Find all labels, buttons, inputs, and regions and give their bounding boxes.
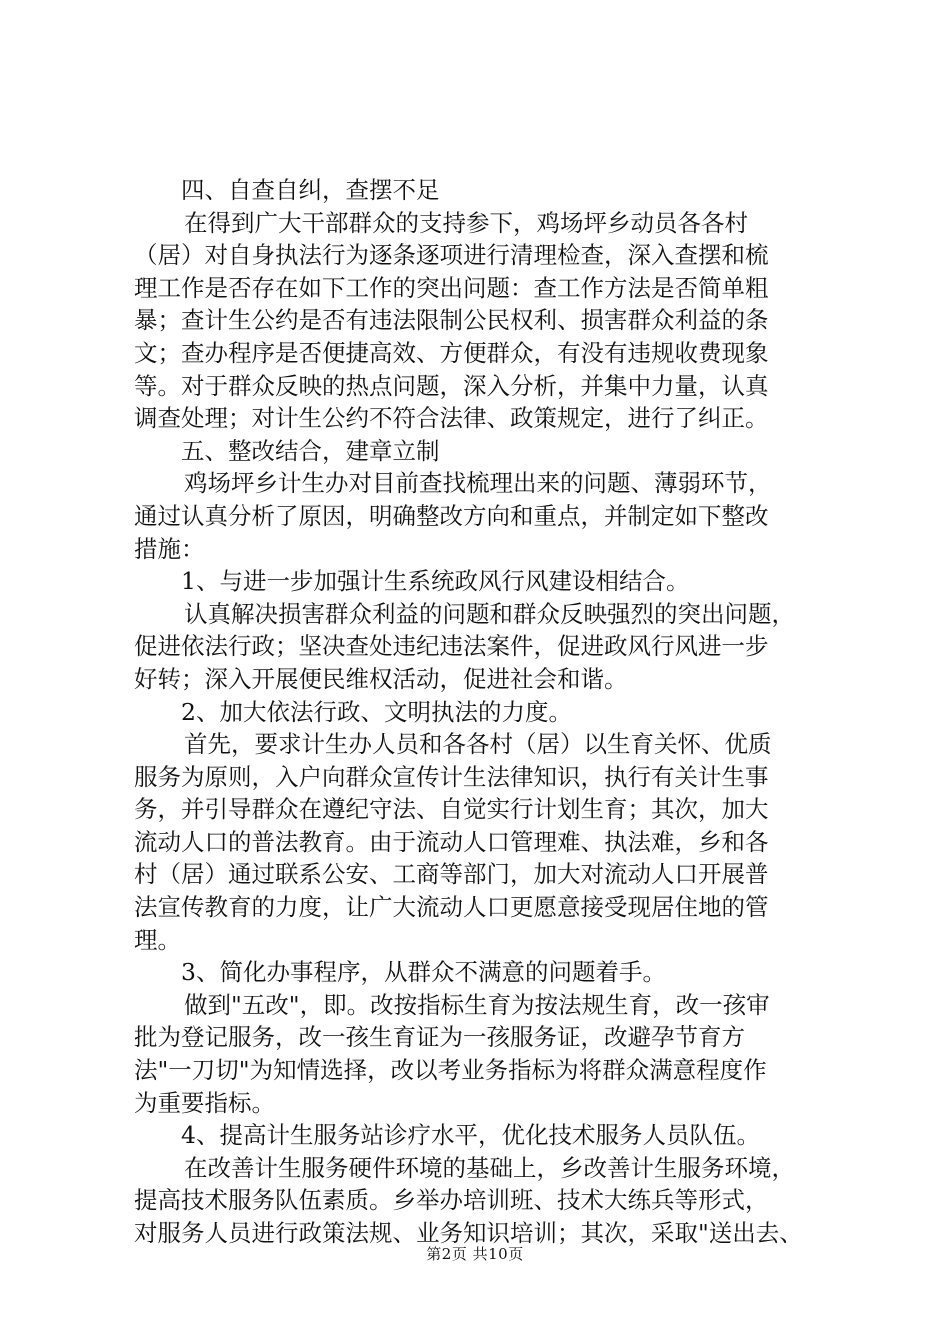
paragraph-line: 提高技术服务队伍素质。乡举办培训班、技术大练兵等形式， [134,1186,769,1215]
paragraph-line: 鸡场坪乡计生办对目前查找梳理出来的问题、薄弱环节， [184,469,772,498]
paragraph-line: 服务为原则，入户向群众宣传计生法律知识，执行有关计生事 [134,762,769,791]
paragraph-line: 调查处理；对计生公约不符合法律、政策规定，进行了纠正。 [134,404,769,433]
paragraph-line: （居）对自身执法行为逐条逐项进行清理检查，深入查摆和梳 [134,241,769,270]
paragraph-line: 做到"五改"，即。改按指标生育为按法规生育，改一孩审 [184,990,770,1019]
subheading-1: 1、与进一步加强计生系统政风行风建设相结合。 [181,567,690,596]
paragraph-line: 措施： [134,534,205,563]
subheading-2: 2、加大依法行政、文明执法的力度。 [181,697,572,726]
section-heading-5: 五、整改结合，建章立制 [181,436,440,465]
paragraph-line: 在得到广大干部群众的支持参下，鸡场坪乡动员各各村 [184,208,748,237]
paragraph-line: 好转；深入开展便民维权活动，促进社会和谐。 [134,664,628,693]
paragraph-line: 暴；查计生公约是否有违法限制公民权利、损害群众利益的条 [134,306,769,335]
paragraph-line: 等。对于群众反映的热点问题，深入分析，并集中力量，认真 [134,371,769,400]
paragraph-line: 文；查办程序是否便捷高效、方便群众，有没有违规收费现象 [134,338,769,367]
paragraph-line: 务，并引导群众在遵纪守法、自觉实行计划生育；其次，加大 [134,795,769,824]
paragraph-line: 村（居）通过联系公安、工商等部门，加大对流动人口开展普 [134,860,769,889]
paragraph-line: 理。 [134,925,181,954]
paragraph-line: 法"一刀切"为知情选择，改以考业务指标为将群众满意程度作 [134,1056,767,1085]
paragraph-line: 认真解决损害群众利益的问题和群众反映强烈的突出问题， [184,599,795,628]
paragraph-line: 对服务人员进行政策法规、业务知识培训；其次，采取"送出去、 [134,1219,803,1247]
paragraph-line: 首先，要求计生办人员和各各村（居）以生育关怀、优质 [184,730,772,759]
paragraph-line: 流动人口的普法教育。由于流动人口管理难、执法难，乡和各 [134,827,769,856]
paragraph-line: 在改善计生服务硬件环境的基础上，乡改善计生服务环境， [184,1153,795,1182]
subheading-3: 3、简化办事程序，从群众不满意的问题着手。 [181,958,666,987]
page-footer: 第2页 共10页 [426,1245,524,1263]
paragraph-line: 法宣传教育的力度，让广大流动人口更愿意接受现居住地的管 [134,893,769,922]
paragraph-line: 通过认真分析了原因，明确整改方向和重点，并制定如下整改 [134,501,769,530]
paragraph-line: 批为登记服务，改一孩生育证为一孩服务证，改避孕节育方 [134,1023,745,1052]
subheading-4: 4、提高计生服务站诊疗水平，优化技术服务人员队伍。 [181,1121,760,1150]
paragraph-line: 为重要指标。 [134,1088,275,1117]
section-heading-4: 四、自查自纠，查摆不足 [181,176,440,204]
paragraph-line: 促进依法行政；坚决查处违纪违法案件，促进政风行风进一步 [134,632,769,661]
document-body [134,174,834,1250]
paragraph-line: 理工作是否存在如下工作的突出问题：查工作方法是否简单粗 [134,273,769,302]
